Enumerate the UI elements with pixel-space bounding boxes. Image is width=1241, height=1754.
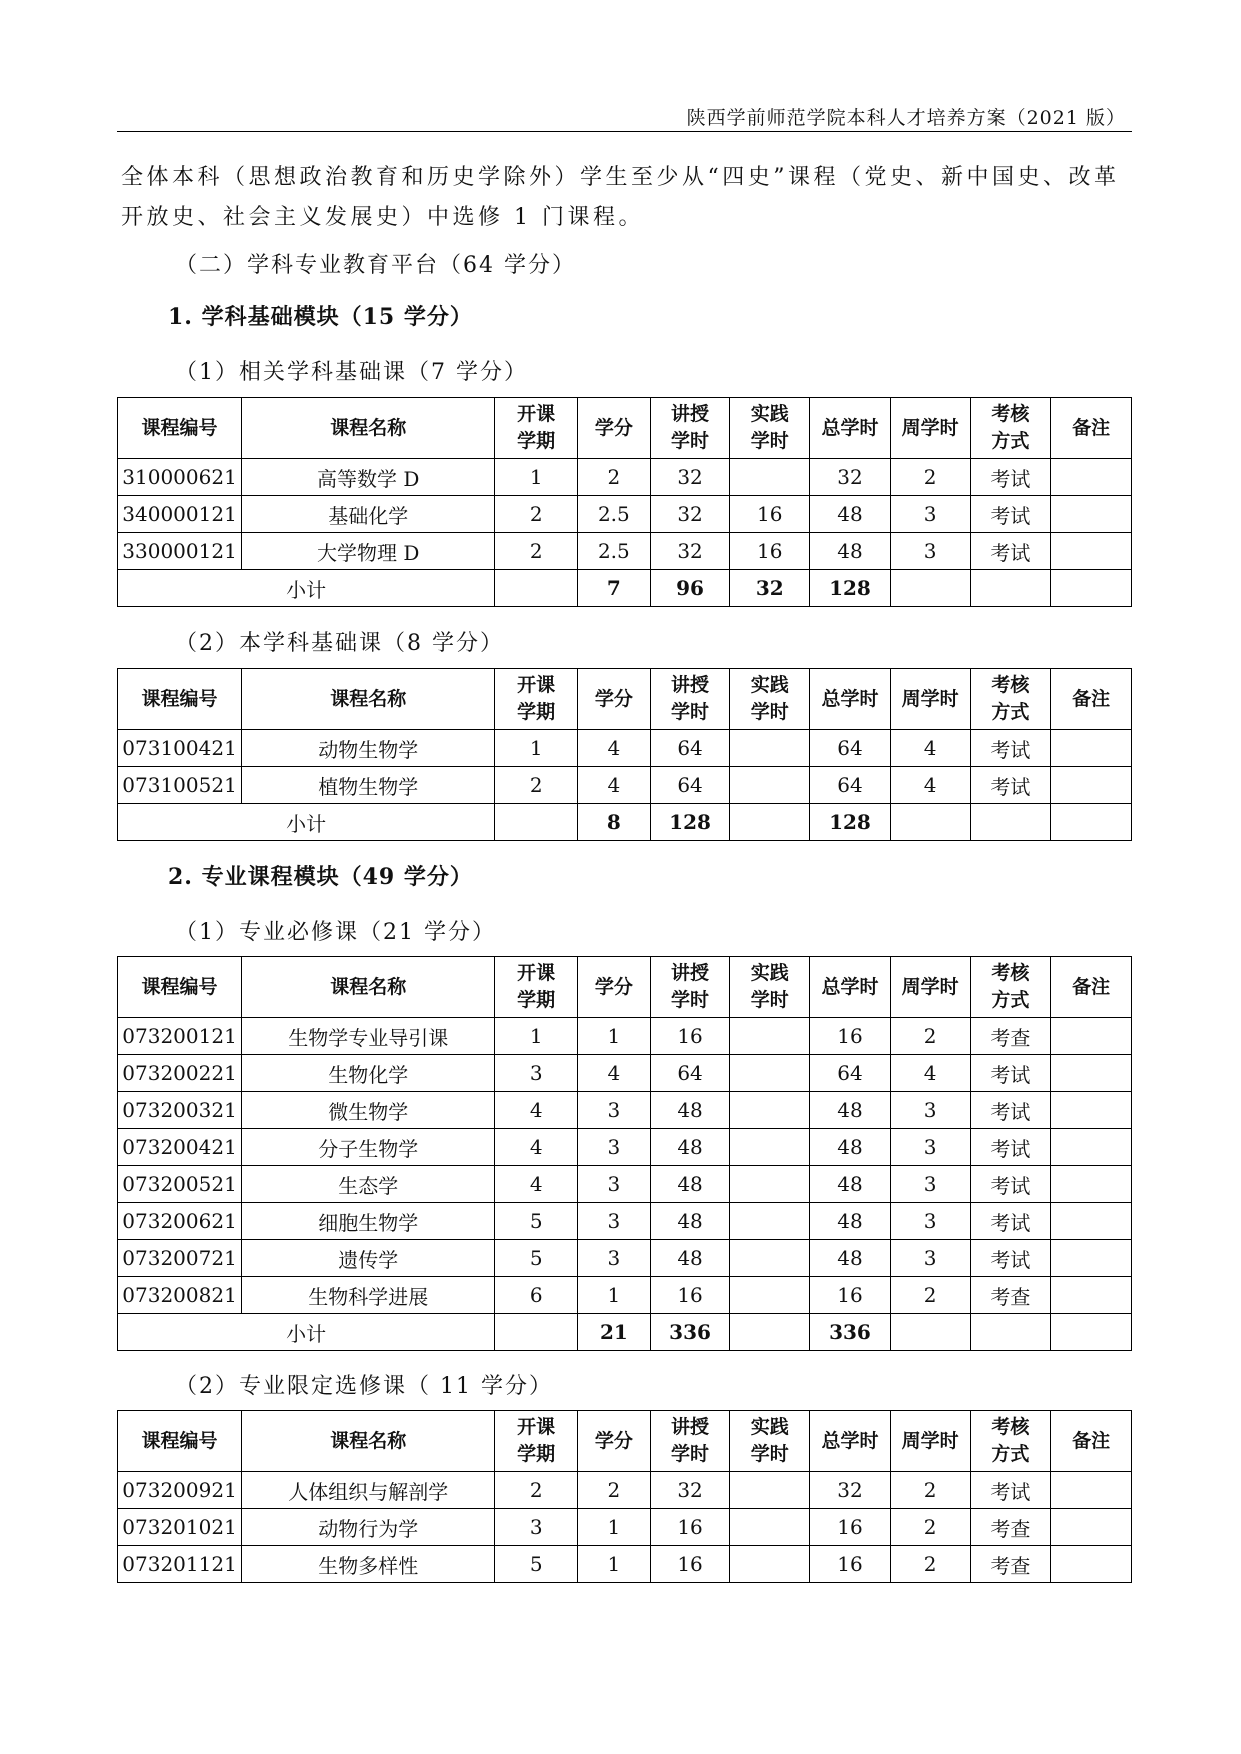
table-row (118, 496, 1132, 533)
column-header: 考核 方式 (970, 669, 1051, 730)
table-row (118, 1472, 1132, 1509)
table-cell: 考试 (970, 533, 1051, 570)
column-header: 总学时 (810, 669, 891, 730)
table-cell: 48 (650, 1166, 730, 1203)
table-cell: 48 (810, 1166, 891, 1203)
table-cell (1051, 1129, 1132, 1166)
table-cell: 2 (890, 1546, 970, 1583)
table-cell: 48 (810, 1240, 891, 1277)
table-cell: 2 (495, 496, 578, 533)
table-cell: 3 (890, 1240, 970, 1277)
table-cell (730, 767, 810, 804)
subtotal-row (118, 804, 1132, 841)
table-cell (1051, 1509, 1132, 1546)
table-major-elective (117, 1410, 1132, 1583)
table-cell: 32 (810, 459, 891, 496)
column-header: 学分 (578, 669, 651, 730)
subtotal-cell: 32 (730, 570, 810, 607)
column-header: 总学时 (810, 1411, 891, 1472)
subtotal-cell (730, 1314, 810, 1351)
column-header: 课程名称 (242, 957, 495, 1018)
header-title: 陕西学前师范学院本科人才培养方案（2021 版） (686, 107, 1126, 129)
table-cell: 3 (578, 1092, 651, 1129)
column-header: 开课 学期 (495, 1411, 578, 1472)
table-cell (1051, 767, 1132, 804)
table-cell: 3 (890, 1203, 970, 1240)
table-cell: 3 (890, 1092, 970, 1129)
table-row (118, 1277, 1132, 1314)
subtotal-row (118, 1314, 1132, 1351)
table-cell (730, 1203, 810, 1240)
table-cell: 1 (578, 1277, 651, 1314)
subtotal-cell (890, 1314, 970, 1351)
subtotal-cell (970, 1314, 1051, 1351)
subtotal-cell: 128 (810, 804, 891, 841)
table-cell: 4 (890, 767, 970, 804)
table-cell: 32 (650, 459, 730, 496)
table-cell: 16 (810, 1509, 891, 1546)
table-cell: 4 (495, 1166, 578, 1203)
table-cell: 340000121 (118, 496, 242, 533)
table-cell: 1 (495, 730, 578, 767)
table-cell: 16 (650, 1509, 730, 1546)
table-cell: 3 (890, 533, 970, 570)
table-cell (730, 1129, 810, 1166)
table-cell: 分子生物学 (242, 1129, 495, 1166)
table-cell: 遗传学 (242, 1240, 495, 1277)
table-row (118, 730, 1132, 767)
table-cell: 考查 (970, 1018, 1051, 1055)
table-cell: 073200821 (118, 1277, 242, 1314)
column-header: 考核 方式 (970, 957, 1051, 1018)
table-cell: 073200621 (118, 1203, 242, 1240)
table-cell: 生物科学进展 (242, 1277, 495, 1314)
column-header: 课程名称 (242, 398, 495, 459)
table-cell: 3 (578, 1129, 651, 1166)
table-cell: 16 (810, 1546, 891, 1583)
table-cell (730, 1509, 810, 1546)
table-cell: 073100421 (118, 730, 242, 767)
table-major-required (117, 956, 1132, 1351)
table-header-row (118, 957, 1132, 1018)
intro-paragraph: 全体本科（思想政治教育和历史学除外）学生至少从“四史”课程（党史、新中国史、改革开放史、社会主义发展史）中选修 1 门课程。 (121, 165, 1120, 230)
subtotal-cell (1051, 804, 1132, 841)
subtotal-cell: 7 (578, 570, 651, 607)
column-header: 讲授 学时 (650, 398, 730, 459)
table-cell: 32 (650, 533, 730, 570)
table-row (118, 459, 1132, 496)
table-cell (1051, 730, 1132, 767)
table-cell: 16 (730, 496, 810, 533)
table-cell: 4 (890, 730, 970, 767)
column-header: 课程编号 (118, 1411, 242, 1472)
table-cell: 5 (495, 1546, 578, 1583)
table-cell (1051, 1203, 1132, 1240)
column-header: 课程名称 (242, 669, 495, 730)
table-row (118, 1129, 1132, 1166)
table-cell: 考试 (970, 1129, 1051, 1166)
column-header: 课程名称 (242, 1411, 495, 1472)
column-header: 总学时 (810, 957, 891, 1018)
table-cell: 生物化学 (242, 1055, 495, 1092)
table-cell: 073200421 (118, 1129, 242, 1166)
table-cell (1051, 1277, 1132, 1314)
table-row (118, 1240, 1132, 1277)
table-cell: 2 (890, 1509, 970, 1546)
table-cell: 基础化学 (242, 496, 495, 533)
table-cell: 考试 (970, 459, 1051, 496)
table-cell (1051, 1546, 1132, 1583)
table-cell: 073201021 (118, 1509, 242, 1546)
module2-sub1-title: （1）专业必修课（21 学分） (175, 920, 496, 945)
table-cell: 2 (890, 1277, 970, 1314)
column-header: 实践 学时 (730, 669, 810, 730)
table-cell: 5 (495, 1240, 578, 1277)
table-cell (730, 459, 810, 496)
table-cell (730, 1240, 810, 1277)
column-header: 考核 方式 (970, 1411, 1051, 1472)
column-header: 讲授 学时 (650, 957, 730, 1018)
table-cell: 2.5 (578, 496, 651, 533)
table-cell: 3 (495, 1055, 578, 1092)
column-header: 总学时 (810, 398, 891, 459)
module1-sub2-title: （2）本学科基础课（8 学分） (175, 631, 504, 656)
table-cell: 64 (810, 767, 891, 804)
column-header: 周学时 (890, 1411, 970, 1472)
table-header-row (118, 1411, 1132, 1472)
table-cell: 2 (578, 1472, 651, 1509)
table-cell: 48 (810, 496, 891, 533)
column-header: 学分 (578, 398, 651, 459)
table-cell (1051, 459, 1132, 496)
table-cell: 3 (495, 1509, 578, 1546)
table-header-row (118, 398, 1132, 459)
table-row (118, 1546, 1132, 1583)
table-row (118, 1055, 1132, 1092)
subtotal-cell (890, 804, 970, 841)
table-cell: 考试 (970, 1203, 1051, 1240)
table-cell: 3 (890, 1166, 970, 1203)
column-header: 备注 (1051, 398, 1132, 459)
table-row (118, 767, 1132, 804)
table-cell (1051, 1240, 1132, 1277)
page-header (117, 101, 1132, 132)
column-header: 周学时 (890, 957, 970, 1018)
table-related-basic (117, 397, 1132, 607)
subtotal-cell: 336 (650, 1314, 730, 1351)
table-row (118, 1203, 1132, 1240)
table-cell: 4 (578, 767, 651, 804)
table-cell (1051, 496, 1132, 533)
table-cell (730, 730, 810, 767)
table-cell: 3 (578, 1203, 651, 1240)
table-cell (1051, 1055, 1132, 1092)
subtotal-cell: 336 (810, 1314, 891, 1351)
table-row (118, 1092, 1132, 1129)
column-header: 课程编号 (118, 669, 242, 730)
table-cell: 2 (890, 1018, 970, 1055)
subtotal-cell: 8 (578, 804, 651, 841)
table-cell: 大学物理 D (242, 533, 495, 570)
table-cell: 310000621 (118, 459, 242, 496)
table-cell: 64 (650, 767, 730, 804)
table-cell: 16 (650, 1018, 730, 1055)
table-cell: 48 (810, 1129, 891, 1166)
table-cell: 人体组织与解剖学 (242, 1472, 495, 1509)
table-cell: 2 (578, 459, 651, 496)
table-cell: 48 (810, 533, 891, 570)
column-header: 实践 学时 (730, 957, 810, 1018)
table-cell: 高等数学 D (242, 459, 495, 496)
column-header: 讲授 学时 (650, 669, 730, 730)
column-header: 备注 (1051, 1411, 1132, 1472)
subtotal-cell: 21 (578, 1314, 651, 1351)
subtotal-label: 小计 (118, 570, 495, 607)
table-cell: 48 (650, 1129, 730, 1166)
column-header: 备注 (1051, 669, 1132, 730)
column-header: 备注 (1051, 957, 1132, 1018)
table-cell: 48 (650, 1203, 730, 1240)
table-cell: 073200221 (118, 1055, 242, 1092)
table-cell: 1 (495, 1018, 578, 1055)
table-cell: 4 (890, 1055, 970, 1092)
table-cell: 考试 (970, 730, 1051, 767)
table-row (118, 1166, 1132, 1203)
table-cell (730, 1166, 810, 1203)
module1-title: 1. 学科基础模块（15 学分） (168, 304, 473, 330)
table-cell (1051, 1472, 1132, 1509)
table-cell (1051, 1018, 1132, 1055)
table-cell: 4 (495, 1129, 578, 1166)
table-cell: 6 (495, 1277, 578, 1314)
column-header: 周学时 (890, 398, 970, 459)
column-header: 周学时 (890, 669, 970, 730)
table-cell: 考试 (970, 496, 1051, 533)
column-header: 学分 (578, 957, 651, 1018)
table-cell: 微生物学 (242, 1092, 495, 1129)
column-header: 学分 (578, 1411, 651, 1472)
table-cell: 2 (495, 1472, 578, 1509)
table-cell: 16 (650, 1277, 730, 1314)
table-cell: 考查 (970, 1277, 1051, 1314)
table-cell: 16 (810, 1018, 891, 1055)
table-cell: 1 (578, 1546, 651, 1583)
table-cell (730, 1472, 810, 1509)
table-cell: 考试 (970, 1092, 1051, 1129)
table-cell: 16 (810, 1277, 891, 1314)
table-cell (730, 1092, 810, 1129)
table-cell: 考试 (970, 1055, 1051, 1092)
table-row (118, 1509, 1132, 1546)
subtotal-cell: 128 (650, 804, 730, 841)
table-cell: 073200121 (118, 1018, 242, 1055)
table-cell: 64 (650, 730, 730, 767)
table-cell: 073200721 (118, 1240, 242, 1277)
table-cell: 考试 (970, 1240, 1051, 1277)
table-cell: 16 (650, 1546, 730, 1583)
table-cell: 动物生物学 (242, 730, 495, 767)
table-cell: 16 (730, 533, 810, 570)
table-cell: 2 (495, 533, 578, 570)
subtotal-cell (495, 570, 578, 607)
table-cell: 32 (810, 1472, 891, 1509)
table-cell: 4 (495, 1092, 578, 1129)
subtotal-row (118, 570, 1132, 607)
subtotal-label: 小计 (118, 1314, 495, 1351)
table-cell: 1 (578, 1509, 651, 1546)
table-cell: 48 (650, 1240, 730, 1277)
table-cell: 2 (890, 459, 970, 496)
module2-sub2-title: （2）专业限定选修课（ 11 学分） (175, 1374, 553, 1399)
table-cell: 5 (495, 1203, 578, 1240)
column-header: 讲授 学时 (650, 1411, 730, 1472)
subtotal-cell (970, 570, 1051, 607)
table-cell: 考查 (970, 1546, 1051, 1583)
column-header: 开课 学期 (495, 398, 578, 459)
column-header: 实践 学时 (730, 398, 810, 459)
table-discipline-basic (117, 668, 1132, 841)
subtotal-cell (970, 804, 1051, 841)
table-cell: 细胞生物学 (242, 1203, 495, 1240)
table-cell: 073201121 (118, 1546, 242, 1583)
table-cell: 32 (650, 496, 730, 533)
column-header: 开课 学期 (495, 669, 578, 730)
table-cell: 64 (810, 730, 891, 767)
table-cell: 3 (578, 1166, 651, 1203)
column-header: 考核 方式 (970, 398, 1051, 459)
table-cell: 考试 (970, 767, 1051, 804)
table-header-row (118, 669, 1132, 730)
table-cell: 48 (810, 1092, 891, 1129)
column-header: 课程编号 (118, 957, 242, 1018)
table-cell (730, 1546, 810, 1583)
table-cell: 2 (890, 1472, 970, 1509)
table-cell: 生物多样性 (242, 1546, 495, 1583)
table-cell: 考试 (970, 1166, 1051, 1203)
table-cell: 动物行为学 (242, 1509, 495, 1546)
table-cell: 32 (650, 1472, 730, 1509)
column-header: 开课 学期 (495, 957, 578, 1018)
table-cell: 3 (890, 1129, 970, 1166)
table-cell: 073100521 (118, 767, 242, 804)
table-cell: 64 (810, 1055, 891, 1092)
table-row (118, 533, 1132, 570)
table-cell: 48 (810, 1203, 891, 1240)
subtotal-cell: 96 (650, 570, 730, 607)
subtotal-cell (495, 1314, 578, 1351)
table-cell (730, 1018, 810, 1055)
column-header: 实践 学时 (730, 1411, 810, 1472)
module1-sub1-title: （1）相关学科基础课（7 学分） (175, 360, 528, 385)
subtotal-cell: 128 (810, 570, 891, 607)
table-cell: 植物生物学 (242, 767, 495, 804)
table-cell: 073200321 (118, 1092, 242, 1129)
table-row (118, 1018, 1132, 1055)
subtotal-cell (495, 804, 578, 841)
table-cell (1051, 533, 1132, 570)
platform-title: （二）学科专业教育平台（64 学分） (175, 253, 576, 278)
table-cell: 073200521 (118, 1166, 242, 1203)
table-cell: 073200921 (118, 1472, 242, 1509)
table-cell (1051, 1166, 1132, 1203)
table-cell: 4 (578, 730, 651, 767)
table-cell: 考试 (970, 1472, 1051, 1509)
table-cell (730, 1055, 810, 1092)
column-header: 课程编号 (118, 398, 242, 459)
table-cell: 3 (578, 1240, 651, 1277)
table-cell: 1 (495, 459, 578, 496)
table-cell (1051, 1092, 1132, 1129)
subtotal-cell (730, 804, 810, 841)
table-cell: 64 (650, 1055, 730, 1092)
table-cell: 3 (890, 496, 970, 533)
subtotal-label: 小计 (118, 804, 495, 841)
table-cell: 2.5 (578, 533, 651, 570)
subtotal-cell (1051, 1314, 1132, 1351)
table-cell: 生态学 (242, 1166, 495, 1203)
table-cell: 1 (578, 1018, 651, 1055)
table-cell: 4 (578, 1055, 651, 1092)
table-cell: 考查 (970, 1509, 1051, 1546)
table-cell: 生物学专业导引课 (242, 1018, 495, 1055)
table-cell: 48 (650, 1092, 730, 1129)
table-cell: 330000121 (118, 533, 242, 570)
module2-title: 2. 专业课程模块（49 学分） (168, 864, 473, 890)
table-cell: 2 (495, 767, 578, 804)
subtotal-cell (890, 570, 970, 607)
table-cell (730, 1277, 810, 1314)
subtotal-cell (1051, 570, 1132, 607)
